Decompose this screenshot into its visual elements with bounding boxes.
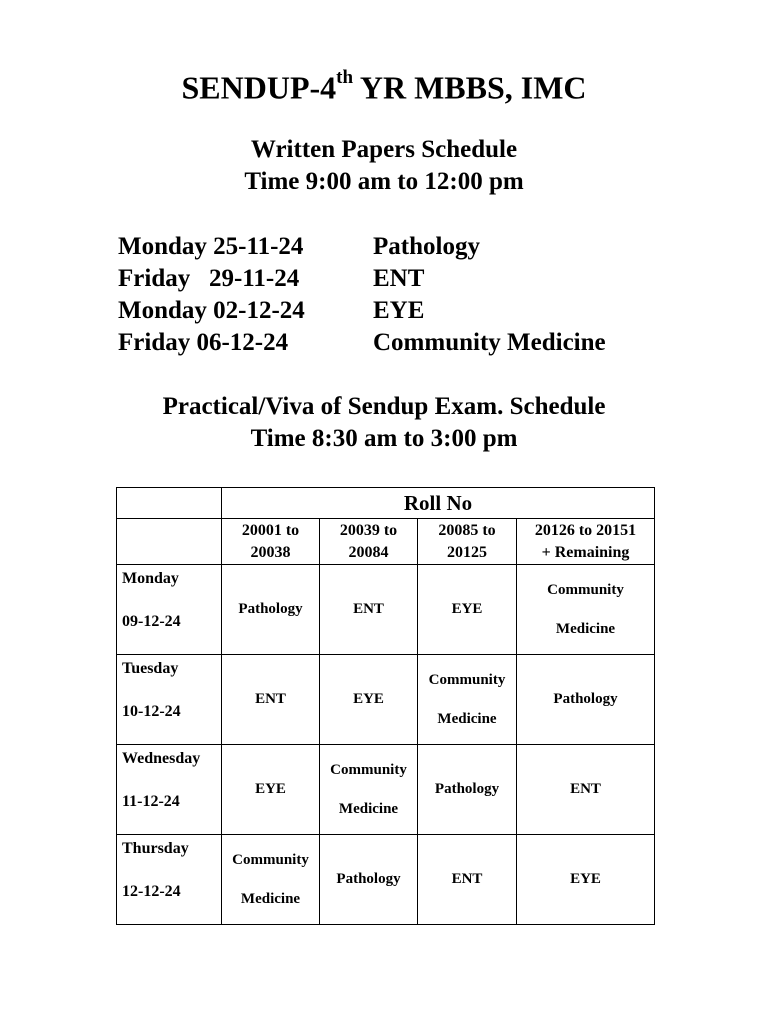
written-subject: Community Medicine	[373, 329, 606, 356]
title-suffix: YR MBBS, IMC	[353, 69, 587, 106]
day-cell	[117, 835, 222, 925]
subject-line: Pathology	[336, 871, 401, 887]
page-title	[0, 62, 768, 108]
table-row	[117, 835, 655, 925]
subject-line: Community	[232, 851, 309, 868]
written-row	[118, 327, 606, 359]
roll-range-cell	[418, 519, 517, 565]
day-date: 09-12-24	[122, 613, 181, 630]
day-name: Wednesday	[122, 750, 201, 767]
subject-line: Pathology	[553, 691, 618, 707]
written-day: Friday 29-11-24	[118, 265, 300, 292]
written-row	[118, 295, 425, 327]
day-name: Thursday	[122, 840, 189, 857]
title-prefix: SENDUP-4	[181, 69, 337, 106]
roll-range-cell	[517, 519, 655, 565]
subject-line: Community	[428, 671, 506, 688]
table-row	[117, 565, 655, 655]
practical-schedule-time: Time 8:30 am to 3:00 pm	[250, 425, 518, 452]
subject-line: Medicine	[555, 620, 616, 637]
roll-range-line: 20038	[250, 543, 291, 561]
roll-range-line: 20126 to 20151	[534, 521, 637, 539]
subject-line: Medicine	[240, 890, 301, 907]
roll-range-line: 20001 to	[241, 521, 300, 539]
subject-cell	[320, 745, 418, 835]
roll-no-header: Roll No	[222, 488, 655, 519]
table-row	[117, 745, 655, 835]
written-day: Monday 02-12-24	[118, 297, 305, 324]
practical-schedule-table	[116, 487, 655, 925]
subject-cell	[320, 565, 418, 655]
day-date: 11-12-24	[122, 793, 180, 810]
written-day: Monday 25-11-24	[118, 233, 304, 260]
subject-line: Pathology	[238, 601, 303, 617]
subject-cell	[222, 565, 320, 655]
subject-cell	[517, 655, 655, 745]
day-name: Tuesday	[122, 660, 179, 677]
subject-line: EYE	[451, 601, 483, 617]
day-cell	[117, 655, 222, 745]
roll-range-line: 20085 to	[438, 521, 496, 539]
subject-cell	[418, 655, 517, 745]
empty-corner-cell	[117, 488, 222, 519]
day-name: Monday	[122, 570, 179, 587]
subject-line: ENT	[451, 871, 483, 887]
subject-cell	[222, 835, 320, 925]
subject-cell	[222, 745, 320, 835]
subject-line: Pathology	[434, 781, 500, 797]
subject-cell	[320, 835, 418, 925]
written-schedule-heading: Written Papers Schedule	[250, 136, 518, 163]
subject-cell	[222, 655, 320, 745]
subject-line: ENT	[353, 601, 384, 617]
roll-range-line: + Remaining	[541, 543, 630, 561]
written-subject: ENT	[373, 265, 425, 292]
subject-line: Medicine	[338, 800, 399, 817]
roll-range-row	[117, 519, 655, 565]
subject-line: Community	[330, 761, 407, 778]
subject-cell	[418, 835, 517, 925]
roll-range-line: 20125	[447, 543, 487, 561]
day-cell	[117, 565, 222, 655]
written-subject: EYE	[373, 297, 425, 324]
subject-line: ENT	[570, 781, 601, 797]
written-day: Friday 06-12-24	[118, 329, 289, 356]
subject-line: EYE	[353, 691, 384, 707]
day-date: 12-12-24	[122, 883, 181, 900]
subject-cell	[517, 745, 655, 835]
table-row	[117, 655, 655, 745]
subject-cell	[517, 565, 655, 655]
empty-corner-cell	[117, 519, 222, 565]
written-schedule-time: Time 9:00 am to 12:00 pm	[244, 168, 524, 195]
written-row	[118, 231, 480, 263]
subject-line: EYE	[255, 781, 286, 797]
subject-line: ENT	[255, 691, 286, 707]
subject-cell	[418, 745, 517, 835]
subject-line: Medicine	[437, 710, 497, 727]
written-subject: Pathology	[373, 233, 480, 260]
subject-line: EYE	[570, 871, 601, 887]
subject-line: Community	[547, 581, 624, 598]
day-cell	[117, 745, 222, 835]
subject-cell	[418, 565, 517, 655]
practical-schedule-heading: Practical/Viva of Sendup Exam. Schedule	[162, 393, 606, 420]
roll-range-cell	[222, 519, 320, 565]
table-header-row	[117, 488, 655, 519]
written-row	[118, 263, 425, 295]
subject-cell	[517, 835, 655, 925]
subject-cell	[320, 655, 418, 745]
roll-range-line: 20039 to	[339, 521, 398, 539]
roll-range-line: 20084	[348, 543, 389, 561]
day-date: 10-12-24	[122, 703, 181, 720]
roll-range-cell	[320, 519, 418, 565]
title-superscript: th	[336, 67, 354, 88]
